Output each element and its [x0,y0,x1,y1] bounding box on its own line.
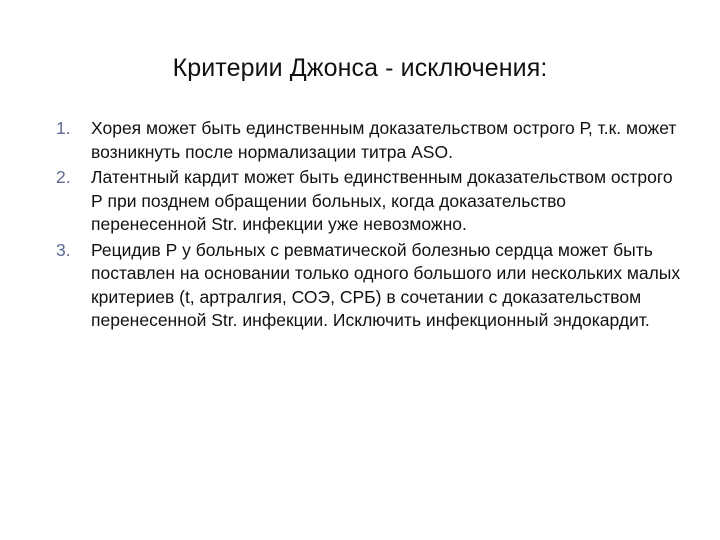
item-text: Рецидив Р у больных с ревматической болезнью сердца может быть поставлен на основании только одного большого или нескольких малых критериев (t, артралгия, СОЭ, СРБ) в сочетании с доказательством перенесенной Str. инфекции. Исключить инфекционный эндокардит. [91,239,681,330]
list-item [56,166,686,237]
item-number: 3. [56,239,71,260]
list-item [56,117,686,164]
item-number: 1. [56,118,71,138]
item-text: Латентный кардит может быть единственным доказательством острого Р при позднем обращении больных, когда доказательство перенесенной Str. инфекции уже невозможно. [91,167,673,234]
item-text: Хорея может быть единственным доказательством острого Р, т.к. может возникнуть после нормализации титра ASO. [91,118,677,162]
list-item [56,239,686,333]
item-number: 2. [56,167,71,187]
slide-title: Критерии Джонса - исключения: [172,54,548,82]
criteria-list [56,117,686,335]
